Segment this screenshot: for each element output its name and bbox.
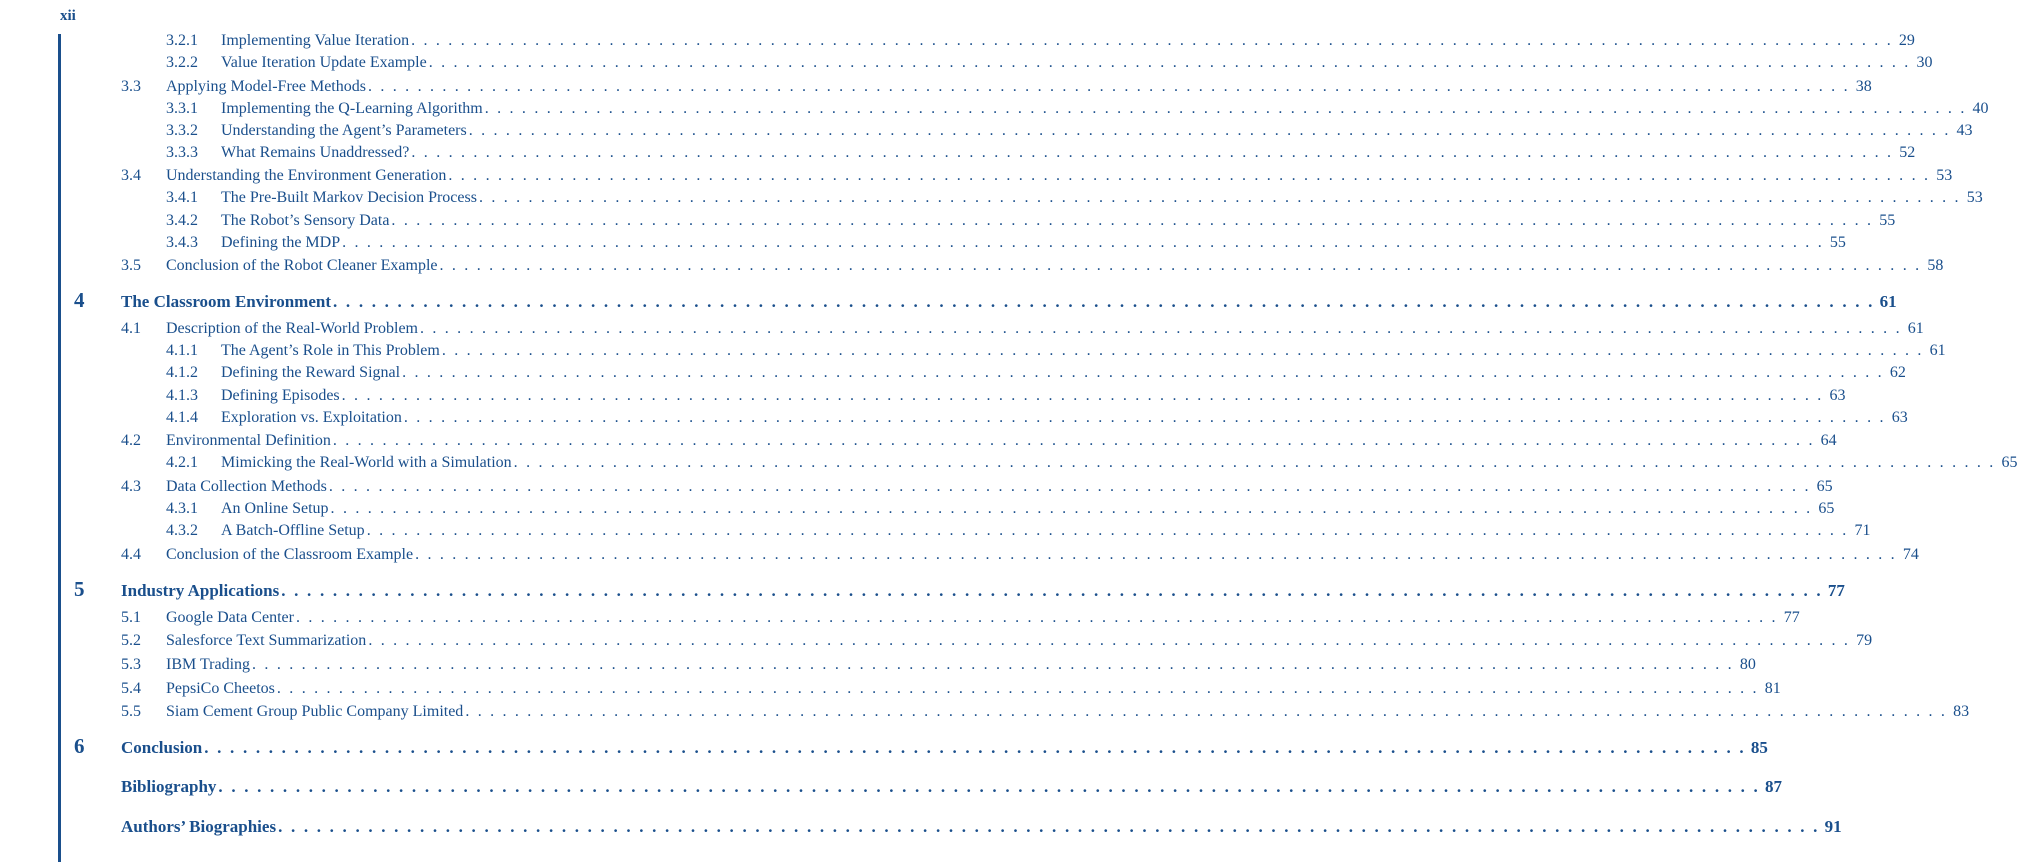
toc-entry-number: 4.1.4 [166,409,198,426]
toc-entry-number: 3.5 [121,257,141,274]
toc-entry-number: 3.4.1 [166,189,198,206]
toc-entry-title: Implementing Value Iteration [221,32,410,49]
dot-leader: . . . . . . . . . . . . . . . . . . . . . . . . . . . . . . . . . . . . . . . . . . . . . . . . . . . . . . . . . . . . . . . . . . . . . . . . . . . . . . . . . . . . . . . . . . . . . . . . . . . . . . . . . . . . . . . . . . . . . . . . [448,167,1931,184]
toc-entry-title: A Batch-Offline Setup [221,522,365,539]
toc-entry-page: 63 [1829,387,1846,404]
toc-entry-number: 3.4.2 [166,212,198,229]
toc-entry[interactable] [0,608,1800,628]
toc-entry[interactable] [0,679,1781,699]
toc-entry-number: 3.3.1 [166,100,198,117]
toc-entry-page: 79 [1856,632,1873,649]
dot-leader: . . . . . . . . . . . . . . . . . . . . . . . . . . . . . . . . . . . . . . . . . . . . . . . . . . . . . . . . . . . . . . . . . . . . . . . . . . . . . . . . . . . . . . . . . . . . . . . . . . . . . . . . . . . . . . . . . . . . . . . . [465,703,1948,720]
toc-chapter-entry[interactable] [0,577,1845,601]
toc-entry[interactable] [0,363,1906,383]
toc-entry-number: 3.4.3 [166,234,198,251]
toc-entry-number: 5.3 [121,656,141,673]
toc-entry-page: 91 [1824,817,1842,836]
dot-leader: . . . . . . . . . . . . . . . . . . . . . . . . . . . . . . . . . . . . . . . . . . . . . . . . . . . . . . . . . . . . . . . . . . . . . . . . . . . . . . . . . . . . . . . . . . . . . . . . . . . . . . . . . . . . . . . . . . . . . . . . [428,54,1911,71]
toc-entry[interactable] [0,521,1871,541]
toc-entry-number: 4.2 [121,432,141,449]
toc-entry[interactable] [0,341,1946,361]
toc-entry-title: Applying Model-Free Methods [166,78,366,95]
toc-entry[interactable] [0,31,1915,51]
toc-entry-page: 83 [1953,703,1970,720]
toc-entry-page: 87 [1764,777,1782,796]
toc-entry[interactable] [0,77,1872,97]
toc-entry[interactable] [0,386,1846,406]
toc-entry-number: 4.2.1 [166,454,198,471]
toc-entry[interactable] [0,319,1924,339]
dot-leader: . . . . . . . . . . . . . . . . . . . . . . . . . . . . . . . . . . . . . . . . . . . . . . . . . . . . . . . . . . . . . . . . . . . . . . . . . . . . . . . . . . . . . . . . . . . . . . . . . . . . . . . . . . . . . . . . . . . . . . . . [330,500,1813,517]
toc-entry-title: Value Iteration Update Example [221,54,427,71]
toc-entry-page: 85 [1750,738,1768,757]
toc-entry-title: Conclusion of the Classroom Example [166,546,414,563]
toc-entry-number: 4.1.1 [166,342,198,359]
dot-leader: . . . . . . . . . . . . . . . . . . . . . . . . . . . . . . . . . . . . . . . . . . . . . . . . . . . . . . . . . . . . . . . . . . . . . . . . . . . . . . . . . . . . . . . . . . . . . . . . . . . . . . . . . . . . . . . . . . . . . . . . [332,432,1815,449]
dot-leader: . . . . . . . . . . . . . . . . . . . . . . . . . . . . . . . . . . . . . . . . . . . . . . . . . . . . . . . . . . . . . . . . . . . . . . . . . . . . . . . . . . . . . . . . . . . . . . . . . . . . . . . . . . . . . . . . . . . . . . . . [368,632,1851,649]
toc-chapter-entry[interactable] [0,777,1782,797]
toc-entry-page: 74 [1902,546,1919,563]
toc-entry[interactable] [0,545,1919,565]
dot-leader: . . . . . . . . . . . . . . . . . . . . . . . . . . . . . . . . . . . . . . . . . . . . . . . . . . . . . . . . . . . . . . . . . . . . . . . . . . . . . . . . . . . . . . . . . . . . . . . . . . . . . . . . . . . . . . . . . . . . . . . . [252,656,1734,673]
toc-entry-number: 3.2.2 [166,54,198,71]
toc-entry-title: An Online Setup [221,500,329,517]
toc-entry-page: 29 [1898,32,1915,49]
dot-leader: . . . . . . . . . . . . . . . . . . . . . . . . . . . . . . . . . . . . . . . . . . . . . . . . . . . . . . . . . . . . . . . . . . . . . . . . . . . . . . . . . . . . . . . . . . . . . . . . . . . . . . . . . . . . . . . . . . . . . . . . [468,122,1951,139]
dot-leader: . . . . . . . . . . . . . . . . . . . . . . . . . . . . . . . . . . . . . . . . . . . . . . . . . . . . . . . . . . . . . . . . . . . . . . . . . . . . . . . . . . . . . . . . . . . . . . . . . . . . . . . . . . . . . . . . . . . . . . . . [281,581,1823,600]
toc-entry[interactable] [0,477,1833,497]
toc-entry-number: 5.4 [121,680,141,697]
toc-entry-page: 61 [1879,292,1897,311]
toc-entry-number: 3.2.1 [166,32,198,49]
dot-leader: . . . . . . . . . . . . . . . . . . . . . . . . . . . . . . . . . . . . . . . . . . . . . . . . . . . . . . . . . . . . . . . . . . . . . . . . . . . . . . . . . . . . . . . . . . . . . . . . . . . . . . . . . . . . . . . . . . . . . . . . [439,257,1922,274]
toc-entry-number: 4.3.2 [166,522,198,539]
page-number: xii [60,8,76,24]
toc-entry[interactable] [0,143,1916,163]
toc-entry-number: 5.5 [121,703,141,720]
toc-entry-title: Environmental Definition [166,432,331,449]
toc-entry-page: 62 [1889,364,1906,381]
toc-entry-title: IBM Trading [166,656,251,673]
toc-entry-title: Conclusion of the Robot Cleaner Example [166,257,438,274]
toc-entry-title: Understanding the Environment Generation [166,167,447,184]
toc-entry-title: Understanding the Agent’s Parameters [221,122,467,139]
toc-entry-page: 65 [1816,478,1833,495]
toc-entry-page: 55 [1879,212,1896,229]
dot-leader: . . . . . . . . . . . . . . . . . . . . . . . . . . . . . . . . . . . . . . . . . . . . . . . . . . . . . . . . . . . . . . . . . . . . . . . . . . . . . . . . . . . . . . . . . . . . . . . . . . . . . . . . . . . . . . . . . . . . . . . . [341,387,1824,404]
toc-entry-number: 4.4 [121,546,141,563]
toc-entry[interactable] [0,256,1944,276]
toc-entry-title: Defining the Reward Signal [221,364,401,381]
toc-entry-page: 53 [1966,189,1983,206]
toc-entry-title: Data Collection Methods [166,478,327,495]
dot-leader: . . . . . . . . . . . . . . . . . . . . . . . . . . . . . . . . . . . . . . . . . . . . . . . . . . . . . . . . . . . . . . . . . . . . . . . . . . . . . . . . . . . . . . . . . . . . . . . . . . . . . . . . . . . . . . . . . . . . . . . . [415,546,1897,563]
toc-entry-title: What Remains Unaddressed? [221,144,410,161]
dot-leader: . . . . . . . . . . . . . . . . . . . . . . . . . . . . . . . . . . . . . . . . . . . . . . . . . . . . . . . . . . . . . . . . . . . . . . . . . . . . . . . . . . . . . . . . . . . . . . . . . . . . . . . . . . . . . . . . . . . . . . . . [218,777,1760,796]
dot-leader: . . . . . . . . . . . . . . . . . . . . . . . . . . . . . . . . . . . . . . . . . . . . . . . . . . . . . . . . . . . . . . . . . . . . . . . . . . . . . . . . . . . . . . . . . . . . . . . . . . . . . . . . . . . . . . . . . . . . . . . . [513,454,1996,471]
toc-entry[interactable] [0,499,1835,519]
toc-entry-page: 80 [1739,656,1756,673]
toc-entry-title: Mimicking the Real-World with a Simulation [221,454,512,471]
toc-entry-page: 77 [1783,609,1800,626]
toc-entry-title: Authors’ Biographies [121,817,277,836]
toc-entry-title: PepsiCo Cheetos [166,680,275,697]
dot-leader: . . . . . . . . . . . . . . . . . . . . . . . . . . . . . . . . . . . . . . . . . . . . . . . . . . . . . . . . . . . . . . . . . . . . . . . . . . . . . . . . . . . . . . . . . . . . . . . . . . . . . . . . . . . . . . . . . . . . . . . . [419,320,1902,337]
toc-entry-number: 4.1.3 [166,387,198,404]
toc-entry-number: 4.1 [121,320,141,337]
dot-leader: . . . . . . . . . . . . . . . . . . . . . . . . . . . . . . . . . . . . . . . . . . . . . . . . . . . . . . . . . . . . . . . . . . . . . . . . . . . . . . . . . . . . . . . . . . . . . . . . . . . . . . . . . . . . . . . . . . . . . . . . [367,78,1850,95]
toc-entry-number: 5 [74,577,85,601]
toc-entry-title: Defining Episodes [221,387,340,404]
toc-entry-page: 64 [1820,432,1837,449]
toc-entry-number: 4.3.1 [166,500,198,517]
toc-entry-title: The Robot’s Sensory Data [221,212,390,229]
toc-entry[interactable] [0,408,1908,428]
toc-entry-number: 5.1 [121,609,141,626]
dot-leader: . . . . . . . . . . . . . . . . . . . . . . . . . . . . . . . . . . . . . . . . . . . . . . . . . . . . . . . . . . . . . . . . . . . . . . . . . . . . . . . . . . . . . . . . . . . . . . . . . . . . . . . . . . . . . . . . . . . . . . . . [411,32,1893,49]
toc-entry-title: Defining the MDP [221,234,341,251]
dot-leader: . . . . . . . . . . . . . . . . . . . . . . . . . . . . . . . . . . . . . . . . . . . . . . . . . . . . . . . . . . . . . . . . . . . . . . . . . . . . . . . . . . . . . . . . . . . . . . . . . . . . . . . . . . . . . . . . . . . . . . . . [342,234,1824,251]
toc-entry[interactable] [0,431,1837,451]
toc-entry[interactable] [0,655,1756,675]
toc-entry-page: 65 [2001,454,2017,471]
toc-entry[interactable] [0,121,1973,141]
toc-entry-number: 6 [74,734,85,758]
toc-entry-page: 61 [1907,320,1924,337]
toc-entry-title: Exploration vs. Exploitation [221,409,402,426]
toc-entry-number: 4.1.2 [166,364,198,381]
dot-leader: . . . . . . . . . . . . . . . . . . . . . . . . . . . . . . . . . . . . . . . . . . . . . . . . . . . . . . . . . . . . . . . . . . . . . . . . . . . . . . . . . . . . . . . . . . . . . . . . . . . . . . . . . . . . . . . . . . . . . . . . [278,817,1820,836]
toc-entry-title: Description of the Real-World Problem [166,320,418,337]
toc-entry-title: The Agent’s Role in This Problem [221,342,440,359]
toc-entry-page: 63 [1891,409,1908,426]
toc-entry-page: 52 [1899,144,1916,161]
toc-entry-page: 81 [1764,680,1781,697]
toc-entry-page: 55 [1829,234,1846,251]
toc-chapter-entry[interactable] [0,288,1897,312]
toc-entry[interactable] [0,233,1846,253]
toc-entry[interactable] [0,631,1873,651]
toc-entry-number: 3.3.2 [166,122,198,139]
toc-chapter-entry[interactable] [0,734,1768,758]
dot-leader: . . . . . . . . . . . . . . . . . . . . . . . . . . . . . . . . . . . . . . . . . . . . . . . . . . . . . . . . . . . . . . . . . . . . . . . . . . . . . . . . . . . . . . . . . . . . . . . . . . . . . . . . . . . . . . . . . . . . . . . . [478,189,1961,206]
toc-entry-title: Siam Cement Group Public Company Limited [166,703,464,720]
toc-entry-title: Industry Applications [121,581,280,600]
toc-entry-number: 5.2 [121,632,141,649]
toc-entry-number: 3.3.3 [166,144,198,161]
toc-entry-number: 4 [74,288,85,312]
dot-leader: . . . . . . . . . . . . . . . . . . . . . . . . . . . . . . . . . . . . . . . . . . . . . . . . . . . . . . . . . . . . . . . . . . . . . . . . . . . . . . . . . . . . . . . . . . . . . . . . . . . . . . . . . . . . . . . . . . . . . . . . [204,738,1746,757]
dot-leader: . . . . . . . . . . . . . . . . . . . . . . . . . . . . . . . . . . . . . . . . . . . . . . . . . . . . . . . . . . . . . . . . . . . . . . . . . . . . . . . . . . . . . . . . . . . . . . . . . . . . . . . . . . . . . . . . . . . . . . . . [333,292,1875,311]
toc-entry-page: 53 [1936,167,1953,184]
toc-entry-number: 3.3 [121,78,141,95]
toc-entry-page: 40 [1972,100,1989,117]
dot-leader: . . . . . . . . . . . . . . . . . . . . . . . . . . . . . . . . . . . . . . . . . . . . . . . . . . . . . . . . . . . . . . . . . . . . . . . . . . . . . . . . . . . . . . . . . . . . . . . . . . . . . . . . . . . . . . . . . . . . . . . . [276,680,1759,697]
toc-entry-number: 4.3 [121,478,141,495]
dot-leader: . . . . . . . . . . . . . . . . . . . . . . . . . . . . . . . . . . . . . . . . . . . . . . . . . . . . . . . . . . . . . . . . . . . . . . . . . . . . . . . . . . . . . . . . . . . . . . . . . . . . . . . . . . . . . . . . . . . . . . . . [411,144,1894,161]
toc-entry-title: Google Data Center [166,609,294,626]
toc-entry-number: 3.4 [121,167,141,184]
toc-entry[interactable] [0,166,1953,186]
toc-entry[interactable] [0,702,1970,722]
toc-entry[interactable] [0,453,2017,473]
dot-leader: . . . . . . . . . . . . . . . . . . . . . . . . . . . . . . . . . . . . . . . . . . . . . . . . . . . . . . . . . . . . . . . . . . . . . . . . . . . . . . . . . . . . . . . . . . . . . . . . . . . . . . . . . . . . . . . . . . . . . . . . [484,100,1967,117]
dot-leader: . . . . . . . . . . . . . . . . . . . . . . . . . . . . . . . . . . . . . . . . . . . . . . . . . . . . . . . . . . . . . . . . . . . . . . . . . . . . . . . . . . . . . . . . . . . . . . . . . . . . . . . . . . . . . . . . . . . . . . . . [403,409,1886,426]
dot-leader: . . . . . . . . . . . . . . . . . . . . . . . . . . . . . . . . . . . . . . . . . . . . . . . . . . . . . . . . . . . . . . . . . . . . . . . . . . . . . . . . . . . . . . . . . . . . . . . . . . . . . . . . . . . . . . . . . . . . . . . . [441,342,1924,359]
dot-leader: . . . . . . . . . . . . . . . . . . . . . . . . . . . . . . . . . . . . . . . . . . . . . . . . . . . . . . . . . . . . . . . . . . . . . . . . . . . . . . . . . . . . . . . . . . . . . . . . . . . . . . . . . . . . . . . . . . . . . . . . [366,522,1849,539]
toc-entry-page: 71 [1854,522,1871,539]
toc-entry[interactable] [0,211,1896,231]
toc-entry-page: 61 [1929,342,1946,359]
toc-chapter-entry[interactable] [0,817,1842,837]
dot-leader: . . . . . . . . . . . . . . . . . . . . . . . . . . . . . . . . . . . . . . . . . . . . . . . . . . . . . . . . . . . . . . . . . . . . . . . . . . . . . . . . . . . . . . . . . . . . . . . . . . . . . . . . . . . . . . . . . . . . . . . . [391,212,1874,229]
toc-entry-title: The Classroom Environment [121,292,332,311]
toc-entry-page: 30 [1916,54,1933,71]
toc-entry-page: 43 [1956,122,1973,139]
toc-entry[interactable] [0,53,1933,73]
toc-entry-page: 65 [1818,500,1835,517]
toc-entry-page: 77 [1827,581,1845,600]
dot-leader: . . . . . . . . . . . . . . . . . . . . . . . . . . . . . . . . . . . . . . . . . . . . . . . . . . . . . . . . . . . . . . . . . . . . . . . . . . . . . . . . . . . . . . . . . . . . . . . . . . . . . . . . . . . . . . . . . . . . . . . . [295,609,1778,626]
toc-entry[interactable] [0,188,1983,208]
toc-entry-page: 38 [1855,78,1872,95]
toc-entry-title: Salesforce Text Summarization [166,632,367,649]
toc-entry-page: 58 [1927,257,1944,274]
dot-leader: . . . . . . . . . . . . . . . . . . . . . . . . . . . . . . . . . . . . . . . . . . . . . . . . . . . . . . . . . . . . . . . . . . . . . . . . . . . . . . . . . . . . . . . . . . . . . . . . . . . . . . . . . . . . . . . . . . . . . . . . [402,364,1884,381]
toc-entry-title: The Pre-Built Markov Decision Process [221,189,477,206]
toc-entry[interactable] [0,99,1989,119]
toc-entry-title: Bibliography [121,777,217,796]
dot-leader: . . . . . . . . . . . . . . . . . . . . . . . . . . . . . . . . . . . . . . . . . . . . . . . . . . . . . . . . . . . . . . . . . . . . . . . . . . . . . . . . . . . . . . . . . . . . . . . . . . . . . . . . . . . . . . . . . . . . . . . . [328,478,1811,495]
toc-entry-title: Conclusion [121,738,203,757]
toc-entry-title: Implementing the Q-Learning Algorithm [221,100,483,117]
